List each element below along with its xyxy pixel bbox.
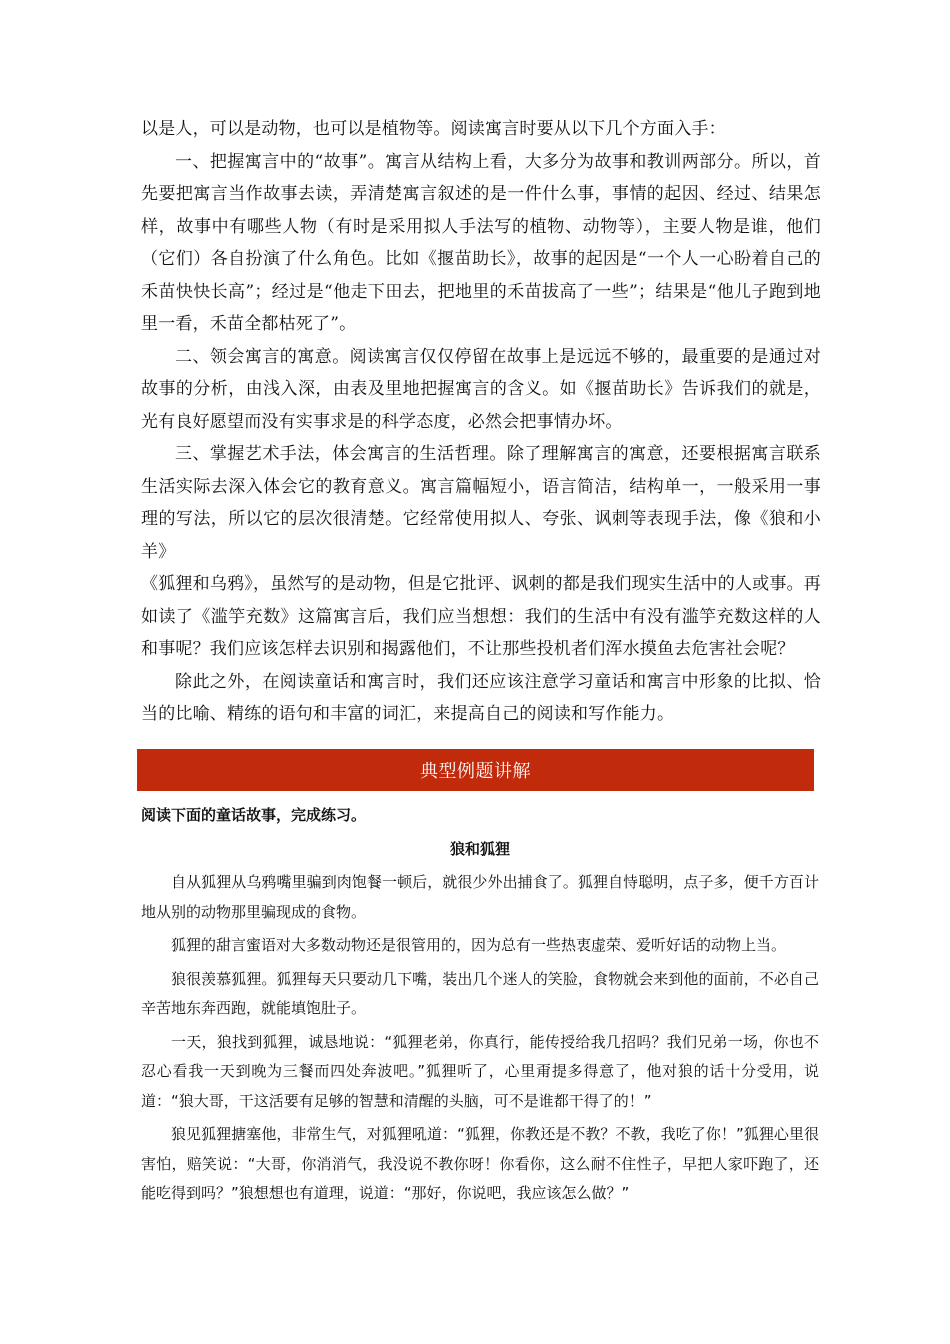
story-paragraph: 狼很羡慕狐狸。狐狸每天只要动几下嘴，装出几个迷人的笑脸，食物就会来到他的面前，不必自己辛苦地东奔西跑，就能填饱肚子。 <box>141 969 819 1017</box>
paragraph-art-techniques: 三、掌握艺术手法，体会寓言的生活哲理。除了理解寓言的寓意，还要根据寓言联系生活实际去深入体会它的教育意义。寓言篇幅短小，语言简洁，结构单一，一般采用一事理的写法，所以它的层次很清楚。它经常使用拟人、夸张、讽刺等表现手法，像《狼和小羊》 <box>141 444 821 562</box>
paragraph-intro: 以是人，可以是动物，也可以是植物等。阅读寓言时要从以下几个方面入手： <box>141 119 726 139</box>
exercise-instruction: 阅读下面的童话故事，完成练习。 <box>141 806 367 824</box>
paragraph-art-techniques-continued: 《狐狸和乌鸦》，虽然写的是动物，但是它批评、讽刺的都是我们现实生活中的人或事。再如读了《滥竽充数》这篇寓言后，我们应当想想：我们的生活中有没有滥竽充数这样的人和事呢？我们应该怎样去识别和揭露他们，不让那些投机者们浑水摸鱼去危害社会呢？ <box>141 574 821 659</box>
story-paragraph: 狐狸的甜言蜜语对大多数动物还是很管用的，因为总有一些热衷虚荣、爱听好话的动物上当。 <box>171 936 787 954</box>
exercise-section <box>141 801 819 1213</box>
story-paragraph: 自从狐狸从乌鸦嘴里骗到肉饱餐一顿后，就很少外出捕食了。狐狸自恃聪明，点子多，便千方百计地从别的动物那里骗现成的食物。 <box>141 873 819 921</box>
reading-guide-section <box>141 113 821 731</box>
section-banner <box>137 749 814 791</box>
paragraph-grasp-story: 一、把握寓言中的“故事”。寓言从结构上看，大多分为故事和教训两部分。所以，首先要把寓言当作故事去读，弄清楚寓言叙述的是一件什么事，事情的起因、经过、结果怎样，故事中有哪些人物（有时是采用拟人手法写的植物、动物等），主要人物是谁，他们（它们）各自扮演了什么角色。比如《揠苗助长》，故事的起因是“一个人一心盼着自己的禾苗快快长高”；经过是“他走下田去，把地里的禾苗拔高了一些”；结果是“他儿子跑到地里一看，禾苗全都枯死了”。 <box>141 151 821 334</box>
section-banner-title: 典型例题讲解 <box>420 761 531 782</box>
story-paragraph: 一天，狼找到狐狸，诚恳地说：“狐狸老弟，你真行，能传授给我几招吗？我们兄弟一场，你也不忍心看我一天到晚为三餐而四处奔波吧。”狐狸听了，心里甭提多得意了，他对狼的话十分受用，说道：“狼大哥，干这活要有足够的智慧和清醒的头脑，可不是谁都干得了的！” <box>141 1032 819 1110</box>
story-paragraph: 狼见狐狸搪塞他，非常生气，对狐狸吼道：“狐狸，你教还是不教？不教，我吃了你！”狐狸心里很害怕，赔笑说：“大哥，你消消气，我没说不教你呀！你看你，这么耐不住性子，早把人家吓跑了，还能吃得到吗？”狼想想也有道理，说道：“那好，你说吧，我应该怎么做？” <box>141 1125 819 1202</box>
story-title: 狼和狐狸 <box>449 839 510 858</box>
paragraph-understand-moral: 二、领会寓言的寓意。阅读寓言仅仅停留在故事上是远远不够的，最重要的是通过对故事的分析，由浅入深，由表及里地把握寓言的含义。如《揠苗助长》告诉我们的就是，光有良好愿望而没有实事求是的科学态度，必然会把事情办坏。 <box>141 346 821 432</box>
paragraph-additional-advice: 除此之外，在阅读童话和寓言时，我们还应该注意学习童话和寓言中形象的比拟、恰当的比喻、精练的语句和丰富的词汇，来提高自己的阅读和写作能力。 <box>141 671 821 724</box>
